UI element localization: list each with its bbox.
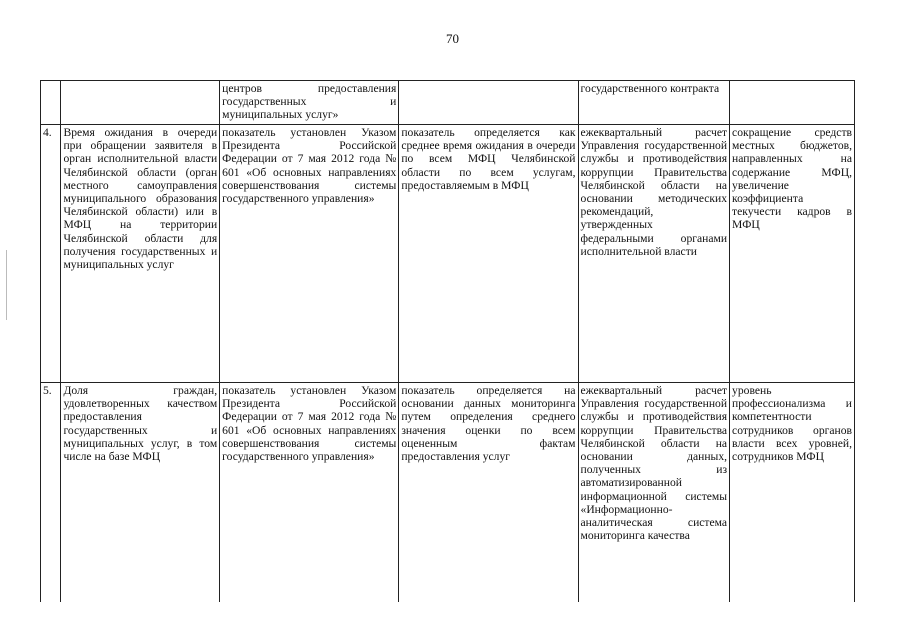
basis-cell: показатель установлен Указом Президента Российской Федерации от 7 мая 2012 года № 601 «Об основных направлениях совершенствования системы государственного управления»: [220, 125, 399, 383]
basis-cell: показатель установлен Указом Президента Российской Федерации от 7 мая 2012 года № 601 «Об основных направлениях совершенствования системы государственного управления»: [220, 383, 399, 603]
indicators-table: [40, 80, 855, 602]
indicator-cell: [61, 81, 220, 125]
source-cell: государственного контракта: [578, 81, 730, 125]
row-number-cell: [41, 81, 61, 125]
table-row: [41, 383, 855, 603]
indicator-cell: Доля граждан, удовлетворенных качеством предоставления государственных и муниципальных услуг, в том числе на базе МФЦ: [61, 383, 220, 603]
effect-cell: [730, 81, 855, 125]
source-cell: ежеквартальный расчет Управления государственной службы и противодействия коррупции Правительства Челябинской области на основании методических рекомендаций, утвержденных федеральными органами исполнительной власти: [578, 125, 730, 383]
page-number: 70: [446, 31, 459, 46]
effect-cell: сокращение средств местных бюджетов, направленных на содержание МФЦ, увеличение коэффициента текучести кадров в МФЦ: [730, 125, 855, 383]
source-cell: ежеквартальный расчет Управления государственной службы и противодействия коррупции Правительства Челябинской области на основании данных, полученных из автоматизированной информационной системы «Информационно-аналитическая система мониторинга качества: [578, 383, 730, 603]
indicator-cell: Время ожидания в очереди при обращении заявителя в орган исполнительной власти Челябинской области (орган местного самоуправления муниципального образования Челябинской области) или в МФЦ на территории Челябинской области для получения государственных и муниципальных услуг: [61, 125, 220, 383]
effect-cell: уровень профессионализма и компетентности сотрудников органов власти всех уровней, сотрудников МФЦ: [730, 383, 855, 603]
table-row: [41, 125, 855, 383]
method-cell: [399, 81, 578, 125]
basis-cell: центров предоставления государственных и муниципальных услуг»: [220, 81, 399, 125]
method-cell: показатель определяется на основании данных мониторинга путем определения среднего значения оценки по всем оцененным фактам предоставления услуг: [399, 383, 578, 603]
table-row: [41, 81, 855, 125]
row-number-cell: 5.: [41, 383, 61, 603]
row-number-cell: 4.: [41, 125, 61, 383]
method-cell: показатель определяется как среднее время ожидания в очереди по всем МФЦ Челябинской области по всем услугам, предоставляемым в МФЦ: [399, 125, 578, 383]
scan-edge-mark: [6, 250, 7, 320]
